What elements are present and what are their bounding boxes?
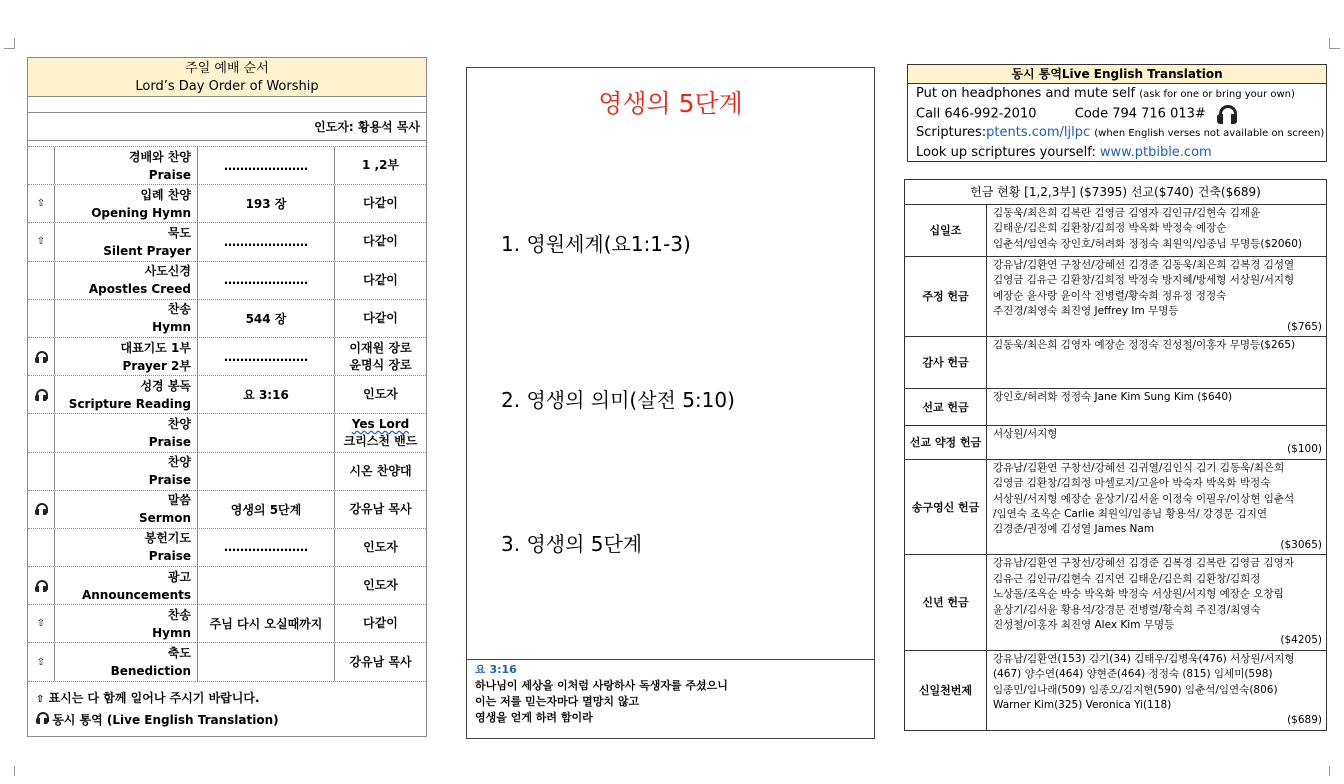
call-number: Call 646-992-2010 bbox=[916, 106, 1037, 121]
order-item-detail: 544 장 bbox=[198, 300, 335, 337]
order-icon-cell bbox=[28, 338, 55, 375]
order-item-person bbox=[335, 414, 426, 451]
order-item-detail: ………………… bbox=[198, 262, 335, 299]
offering-category: 감사 헌금 bbox=[905, 337, 987, 388]
order-icon-cell bbox=[28, 491, 55, 528]
order-item-ko: 대표기도 1부 bbox=[120, 340, 191, 355]
translation-instruction bbox=[908, 84, 1326, 104]
order-item-en: Scripture Reading bbox=[68, 396, 191, 411]
offering-names: /임연숙 조옥순 Carlie 최원익/임종님 황용석/ 강경문 김지연 bbox=[993, 508, 1268, 521]
order-person-1: 다같이 bbox=[363, 196, 398, 211]
order-item-person bbox=[335, 376, 426, 413]
order-item-en: Benediction bbox=[110, 664, 191, 679]
offering-names: 서상원/서지형 예장순 윤상기/김서윤 이정숙 이필우/이상현 임춘석 bbox=[993, 492, 1295, 505]
verse-line: 영생을 얻게 하려 함이라 bbox=[475, 711, 593, 724]
instruction-note: (ask for one or bring your own) bbox=[1139, 89, 1295, 100]
order-row bbox=[28, 453, 426, 491]
lookup-label: Look up scriptures yourself: bbox=[916, 144, 1096, 160]
order-item-ko: 성경 봉독 bbox=[140, 378, 191, 393]
offering-row bbox=[905, 651, 1326, 730]
order-item-person bbox=[335, 453, 426, 490]
offering-names: 강유남/김환연 구창선/강혜선 김경준 김동욱/최은희 김복경 김성열 bbox=[993, 259, 1295, 271]
order-row bbox=[28, 338, 426, 376]
order-row bbox=[28, 491, 426, 529]
order-item-name bbox=[55, 185, 198, 222]
order-item-detail bbox=[198, 567, 335, 604]
translation-call bbox=[908, 104, 1326, 124]
order-item-detail bbox=[198, 453, 335, 490]
order-item-name bbox=[55, 453, 198, 490]
order-person-2: 크리스천 밴드 bbox=[343, 433, 418, 448]
instruction-main: Put on headphones and mute self bbox=[916, 86, 1136, 101]
order-item-en: Opening Hymn bbox=[91, 205, 191, 220]
order-item-en: Hymn bbox=[152, 625, 191, 640]
order-header bbox=[28, 58, 426, 97]
order-row bbox=[28, 223, 426, 261]
order-item-name bbox=[55, 223, 198, 260]
offering-names: 김영금 김환창/김희정 마셀로지/고윤아 박숙자 박옥화 박정숙 bbox=[993, 477, 1271, 490]
translation-header: 동시 통역Live English Translation bbox=[908, 65, 1326, 84]
order-person-1: 다같이 bbox=[363, 310, 398, 325]
standing-icon: ⇧ bbox=[36, 198, 46, 210]
standing-icon: ⇧ bbox=[36, 656, 46, 668]
order-row bbox=[28, 529, 426, 567]
offering-details bbox=[987, 651, 1326, 730]
legend-translate-text: 동시 통역 (Live English Translation) bbox=[52, 712, 279, 727]
offering-category: 선교 헌금 bbox=[905, 389, 987, 425]
sermon-title: 영생의 5단계 bbox=[598, 89, 743, 118]
order-item-ko: 축도 bbox=[167, 646, 191, 661]
order-row bbox=[28, 643, 426, 681]
headphone-icon bbox=[35, 389, 47, 401]
order-person-1: 다같이 bbox=[363, 272, 398, 287]
offering-details bbox=[987, 555, 1326, 649]
sermon-point-3: 3. 영생의 5단계 bbox=[501, 532, 643, 556]
offering-row bbox=[905, 257, 1326, 337]
order-icon-cell bbox=[28, 147, 55, 184]
order-item-ko: 찬송 bbox=[167, 607, 191, 622]
order-item-person bbox=[335, 338, 426, 375]
sermon-point-1: 1. 영원세계(요1:1-3) bbox=[501, 232, 691, 256]
offering-table bbox=[904, 179, 1327, 731]
order-item-detail: ………………… bbox=[198, 147, 335, 184]
offering-names: 김동욱/최은희 김영자 예장순 정정숙 진성철/이홍자 무명등($265) bbox=[993, 339, 1296, 352]
standing-icon: ⇧ bbox=[36, 618, 46, 630]
sermon-point-2: 2. 영생의 의미(살전 5:10) bbox=[501, 388, 735, 412]
order-person-2: 윤명식 장로 bbox=[349, 357, 412, 372]
order-item-ko: 사도신경 bbox=[144, 264, 191, 279]
order-item-en: Silent Prayer bbox=[103, 243, 191, 258]
order-icon-cell bbox=[28, 376, 55, 413]
order-person-1: 다같이 bbox=[363, 616, 398, 631]
order-item-person bbox=[335, 491, 426, 528]
order-item-en: Apostles Creed bbox=[88, 282, 191, 297]
scriptures-link[interactable]: ptents.com/ljlpc bbox=[986, 125, 1091, 140]
order-item-person bbox=[335, 529, 426, 566]
offering-names: 강유남/김환연 구창선/강혜선 김귀열/김인식 김기 김동욱/최은희 bbox=[993, 461, 1285, 474]
order-item-ko: 찬양 bbox=[167, 455, 191, 470]
offering-names: 주진경/최영숙 최진영 Jeffrey Im 무명등 bbox=[993, 305, 1179, 318]
offering-row bbox=[905, 205, 1326, 257]
order-row bbox=[28, 414, 426, 452]
offering-amount: ($4205) bbox=[1280, 634, 1322, 647]
order-icon-cell bbox=[28, 185, 55, 222]
headphone-icon bbox=[36, 712, 48, 724]
order-icon-cell bbox=[28, 567, 55, 604]
offering-row bbox=[905, 460, 1326, 555]
order-person-1: 강유남 목사 bbox=[349, 654, 412, 669]
order-item-ko: 경배와 찬양 bbox=[128, 149, 191, 164]
offering-category: 송구영신 헌금 bbox=[905, 460, 987, 554]
offering-names: 김동욱/최은희 김복란 김영금 김영자 김인규/김현숙 김재윤 bbox=[993, 207, 1261, 219]
order-leader: 인도자: 황용석 목사 bbox=[28, 113, 426, 141]
offering-names: 김태운/김은희 김환창/김희정 박옥화 박정숙 예장순 bbox=[993, 222, 1227, 235]
order-row bbox=[28, 300, 426, 338]
order-item-ko: 찬양 bbox=[167, 416, 191, 431]
order-item-name bbox=[55, 300, 198, 337]
order-person-1: 인도자 bbox=[363, 578, 398, 593]
verse-line: 하나님이 세상을 이처럼 사랑하사 독생자를 주셨으니 bbox=[475, 679, 728, 692]
offering-names: 강유남/김환연(153) 김기(34) 김태우/김병욱(476) 서상원/서지형 bbox=[993, 652, 1295, 665]
order-item-name bbox=[55, 376, 198, 413]
order-item-en: Sermon bbox=[139, 511, 191, 526]
order-rows bbox=[28, 147, 426, 682]
translation-info-box bbox=[907, 64, 1327, 162]
offering-rows bbox=[905, 205, 1326, 730]
lookup-link[interactable]: www.ptbible.com bbox=[1099, 144, 1212, 160]
order-item-person bbox=[335, 605, 426, 642]
order-icon-cell bbox=[28, 605, 55, 642]
order-legend bbox=[28, 682, 426, 730]
order-row bbox=[28, 376, 426, 414]
sermon-panel bbox=[466, 67, 875, 739]
offering-row bbox=[905, 389, 1326, 426]
order-icon-cell bbox=[28, 300, 55, 337]
offering-names: 장인호/허려화 정정숙 Jane Kim Sung Kim ($640) bbox=[993, 391, 1233, 404]
order-item-ko: 입례 찬양 bbox=[140, 187, 191, 202]
offering-amount: ($3065) bbox=[1280, 538, 1322, 551]
order-item-person bbox=[335, 147, 426, 184]
order-item-ko: 봉헌기도 bbox=[144, 531, 191, 546]
order-icon-cell bbox=[28, 414, 55, 451]
order-person-1: 다같이 bbox=[363, 234, 398, 249]
headphone-icon bbox=[35, 580, 47, 592]
order-item-name bbox=[55, 529, 198, 566]
order-item-person bbox=[335, 567, 426, 604]
order-item-detail bbox=[198, 643, 335, 680]
order-spacer bbox=[28, 97, 426, 113]
offering-category: 신년 헌금 bbox=[905, 555, 987, 649]
offering-names: (467) 양수연(464) 양현준(464) 정정숙 (815) 임세미(598) bbox=[993, 668, 1273, 681]
scriptures-line bbox=[908, 123, 1326, 143]
headphone-icon bbox=[35, 503, 47, 515]
headphone-icon bbox=[35, 351, 47, 363]
order-person-1: 인도자 bbox=[363, 539, 398, 554]
scriptures-note: (when English verses not available on screen) bbox=[1094, 128, 1325, 139]
order-item-detail: 주님 다시 오실때까지 bbox=[198, 605, 335, 642]
order-icon-cell bbox=[28, 529, 55, 566]
offering-category: 십일조 bbox=[905, 205, 987, 256]
order-item-detail: 영생의 5단계 bbox=[198, 491, 335, 528]
legend-stand-text: 표시는 다 함께 일어나 주시기 바랍니다. bbox=[48, 690, 260, 705]
order-item-detail: ………………… bbox=[198, 529, 335, 566]
scripture-verse bbox=[467, 659, 874, 728]
offering-amount: ($765) bbox=[1287, 320, 1322, 333]
verse-line: 이는 저를 믿는자마다 멸망치 않고 bbox=[475, 695, 640, 708]
order-person-1: 1 ,2부 bbox=[361, 158, 400, 173]
order-icon-cell bbox=[28, 453, 55, 490]
call-code: Code 794 716 013# bbox=[1074, 106, 1206, 121]
order-person-1: Yes Lord bbox=[351, 416, 410, 431]
order-item-ko: 말씀 bbox=[167, 493, 191, 508]
offering-names: 김경준/권정예 김성열 James Nam bbox=[993, 523, 1155, 536]
order-person-1: 이재원 장로 bbox=[349, 340, 412, 355]
order-item-name bbox=[55, 567, 198, 604]
order-item-detail: 요 3:16 bbox=[198, 376, 335, 413]
order-item-ko: 묵도 bbox=[167, 225, 191, 240]
order-item-en: Praise bbox=[148, 167, 191, 182]
offering-names: 김유근 김인규/김현숙 김지연 김태운/김은희 김환창/김희정 bbox=[993, 572, 1261, 585]
order-item-detail: 193 장 bbox=[198, 185, 335, 222]
standing-icon: ⇧ bbox=[36, 693, 45, 705]
order-item-person bbox=[335, 185, 426, 222]
order-item-name bbox=[55, 605, 198, 642]
offering-details bbox=[987, 337, 1326, 388]
order-icon-cell bbox=[28, 643, 55, 680]
offering-names: 김영금 김유근 김환창/김희정 박정숙 방지혜/방세형 서상원/서지형 bbox=[993, 274, 1295, 287]
order-item-person bbox=[335, 262, 426, 299]
order-row bbox=[28, 147, 426, 185]
offering-names: 강유남/김환연 구창선/강혜선 김경준 김복경 김복란 김영금 김영자 bbox=[993, 557, 1294, 570]
offering-names: 임종민/임나래(509) 임종오/김지현(590) 임춘석/임연숙(806) bbox=[993, 683, 1278, 696]
offering-details bbox=[987, 426, 1326, 459]
offering-row bbox=[905, 555, 1326, 650]
order-row bbox=[28, 605, 426, 643]
order-item-detail: ………………… bbox=[198, 338, 335, 375]
order-item-person bbox=[335, 223, 426, 260]
offering-row bbox=[905, 426, 1326, 460]
order-item-en: Announcements bbox=[81, 587, 191, 602]
order-item-name bbox=[55, 338, 198, 375]
order-icon-cell bbox=[28, 223, 55, 260]
offering-names: 예장순 윤사랑 윤이삭 전병렬/황숙희 정유정 정정숙 bbox=[993, 289, 1227, 302]
order-item-en: Prayer 2부 bbox=[122, 358, 191, 373]
order-item-name bbox=[55, 643, 198, 680]
order-item-name bbox=[55, 414, 198, 451]
order-row bbox=[28, 567, 426, 605]
offering-details bbox=[987, 389, 1326, 425]
order-title-ko: 주일 예배 순서 bbox=[185, 61, 269, 76]
offering-details bbox=[987, 460, 1326, 554]
offering-amount: ($100) bbox=[1287, 443, 1322, 456]
order-item-en: Hymn bbox=[152, 320, 191, 335]
order-item-ko: 광고 bbox=[167, 569, 191, 584]
order-row bbox=[28, 262, 426, 300]
offering-amount: ($689) bbox=[1287, 714, 1322, 727]
offering-names: 노상돌/조옥순 박숭 박옥화 박정숙 서상원/서지형 예장순 오창림 bbox=[993, 588, 1284, 601]
order-person-1: 강유남 목사 bbox=[349, 501, 412, 516]
headphone-icon bbox=[1216, 104, 1238, 124]
order-item-person bbox=[335, 300, 426, 337]
offering-names: 윤상기/김서윤 황용석/강경문 전병렬/황숙희 주진경/최영숙 bbox=[993, 603, 1261, 616]
lookup-line bbox=[908, 143, 1326, 163]
offering-names: 서상원/서지형 bbox=[993, 428, 1058, 441]
order-person-1: 시온 찬양대 bbox=[349, 463, 412, 478]
order-item-name bbox=[55, 262, 198, 299]
offering-names: 임춘석/임연숙 장인호/허려화 정정숙 최원익/임종님 무명등($2060) bbox=[993, 237, 1302, 250]
offering-names: 진성철/이홍자 최진영 Alex Kim 무명등 bbox=[993, 618, 1175, 631]
order-item-name bbox=[55, 491, 198, 528]
order-of-worship-panel bbox=[27, 57, 427, 737]
verse-reference: 요 3:16 bbox=[475, 663, 517, 676]
offering-names: Warner Kim(325) Veronica Yi(118) bbox=[993, 698, 1172, 711]
offering-details bbox=[987, 205, 1326, 256]
order-title-en: Lord’s Day Order of Worship bbox=[135, 79, 319, 94]
order-person-1: 인도자 bbox=[363, 387, 398, 402]
offering-category: 신일천번제 bbox=[905, 651, 987, 730]
offering-row bbox=[905, 337, 1326, 389]
order-item-en: Praise bbox=[148, 434, 191, 449]
offering-category: 선교 약정 헌금 bbox=[905, 426, 987, 459]
order-item-en: Praise bbox=[148, 549, 191, 564]
order-item-name bbox=[55, 147, 198, 184]
offering-details bbox=[987, 257, 1326, 336]
order-item-detail bbox=[198, 414, 335, 451]
order-row bbox=[28, 185, 426, 223]
standing-icon: ⇧ bbox=[36, 236, 46, 248]
order-item-en: Praise bbox=[148, 473, 191, 488]
scriptures-label: Scriptures: bbox=[916, 125, 987, 140]
order-icon-cell bbox=[28, 262, 55, 299]
order-item-person bbox=[335, 643, 426, 680]
offering-header: 헌금 현황 [1,2,3부] ($7395) 선교($740) 건축($689) bbox=[905, 180, 1326, 205]
order-item-ko: 찬송 bbox=[167, 302, 191, 317]
order-item-detail: ………………… bbox=[198, 223, 335, 260]
offering-category: 주정 헌금 bbox=[905, 257, 987, 336]
